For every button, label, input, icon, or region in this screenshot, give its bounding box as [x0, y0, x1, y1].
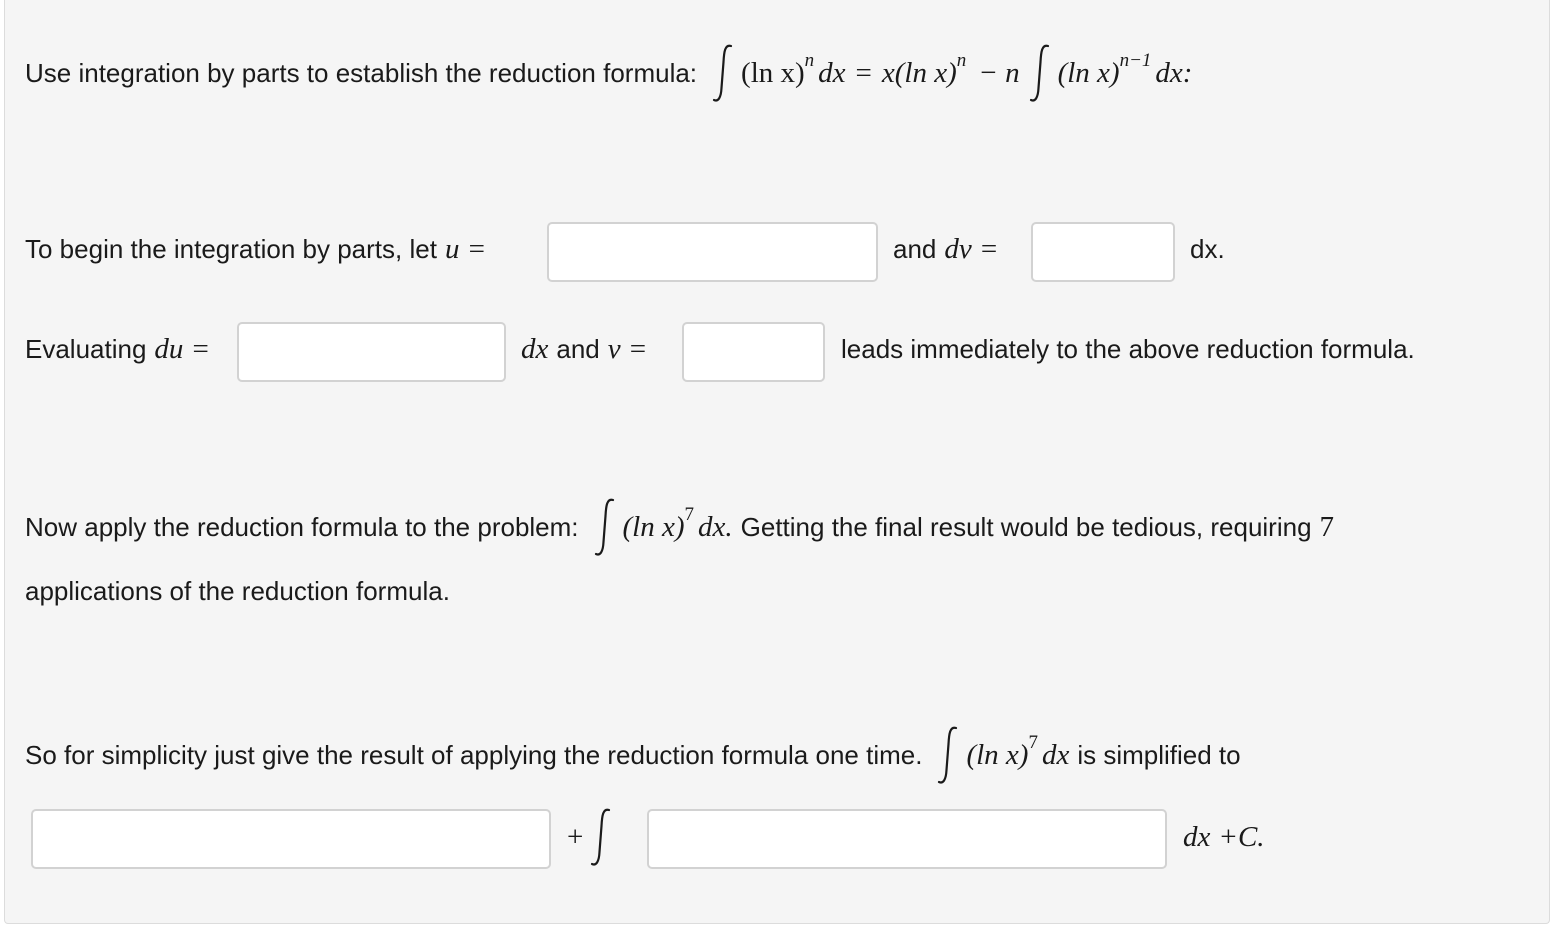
formula-base-2: (ln x) — [1057, 56, 1120, 89]
formula-base-1: (ln x) — [741, 56, 805, 89]
step4-simplified-text: is simplified to — [1077, 740, 1241, 770]
integral-sign-icon — [709, 42, 739, 104]
dv-input[interactable] — [1031, 222, 1175, 282]
u-input[interactable] — [547, 222, 878, 282]
integral-sign-icon — [1026, 42, 1056, 104]
v-equals: v = — [607, 332, 648, 365]
answer-term-input[interactable] — [31, 809, 551, 869]
plus-c: +C. — [1218, 820, 1265, 853]
intro-text: Use integration by parts to establish the reduction formula: — [25, 58, 698, 88]
step2-label: Evaluating du = — [25, 332, 211, 365]
dv-label: and dv = — [893, 232, 999, 265]
step4-dx: dx — [1041, 738, 1070, 771]
step3-exp: 7 — [684, 503, 695, 525]
final-dx: dx — [1183, 820, 1211, 853]
step3-dx: dx. — [698, 510, 733, 543]
du-equals: du = — [154, 332, 211, 365]
formula-exp-n-2: n — [956, 49, 967, 71]
step3-tedious-text: Getting the final result would be tedious, requiring — [740, 512, 1312, 542]
final-suffix — [1183, 822, 1265, 852]
formula-dx-1: dx — [818, 56, 846, 89]
step4-row: So for simplicity just give the result of applying the reduction formula one time. (ln x) 7 dx is simplified to — [25, 724, 1241, 786]
du-input[interactable] — [237, 322, 506, 382]
answer-integrand-input[interactable] — [647, 809, 1167, 869]
integral-sign-icon — [591, 496, 621, 558]
formula-x-part: x(ln x) — [881, 56, 957, 89]
plus-sign: + — [567, 820, 584, 853]
integral-sign-icon — [934, 724, 964, 786]
integral-sign-icon — [587, 806, 617, 868]
formula-exp-n-minus-1: n−1 — [1119, 49, 1152, 71]
step4-exp: 7 — [1028, 731, 1038, 753]
plus-integral — [567, 792, 619, 882]
step4-base: (ln x) — [966, 738, 1029, 771]
step2-conclusion: leads immediately to the above reduction formula. — [841, 333, 1415, 364]
formula-dx-colon: dx: — [1155, 56, 1193, 89]
step3-line2: applications of the reduction formula. — [25, 575, 450, 606]
formula-equals: = — [855, 56, 872, 89]
u-equals: u = — [444, 232, 487, 265]
v-input[interactable] — [682, 322, 825, 382]
formula-minus-n: − n — [978, 56, 1020, 89]
step3-count: 7 — [1319, 510, 1335, 543]
du-dx: dx — [521, 332, 549, 365]
step1-label: To begin the integration by parts, let u = — [25, 232, 487, 265]
step3-row: Now apply the reduction formula to the problem: (ln x) 7 dx. Getting the final result would be tedious, requiring 7 — [25, 496, 1334, 558]
dv-dx-suffix: dx. — [1190, 233, 1225, 264]
formula-exp-n-1: n — [804, 49, 815, 71]
step3-base: (ln x) — [622, 510, 685, 543]
dv-equals: dv = — [944, 232, 999, 265]
reduction-formula-row — [25, 42, 1192, 104]
problem-panel — [4, 0, 1550, 924]
v-label: dx and v = — [521, 332, 648, 365]
